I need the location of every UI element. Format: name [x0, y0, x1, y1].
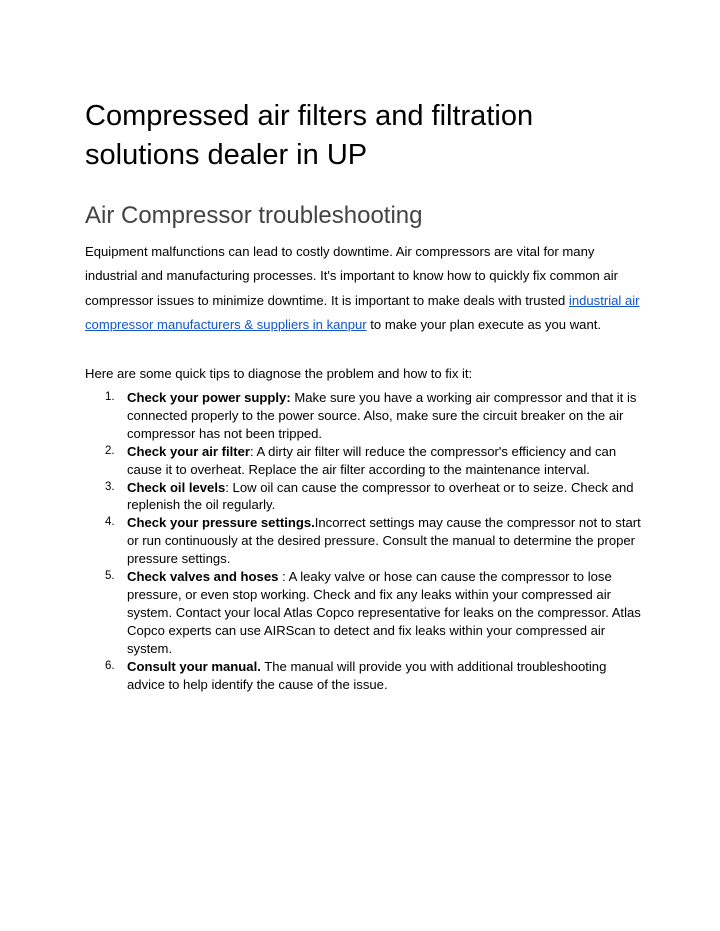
tip-heading: Check oil levels: [127, 479, 226, 495]
tip-text: Incorrect settings may cause the compressor not to start or run continuously at the desired pressure. Consult the manual to determine the proper pressure settings.: [127, 515, 641, 567]
list-number: 2.: [105, 444, 115, 457]
list-number: 1.: [105, 391, 115, 403]
page-title: Compressed air filters and filtration solutions dealer in UP: [85, 100, 534, 171]
list-item: [85, 658, 645, 694]
list-item: [85, 389, 645, 443]
manufacturers-link[interactable]: industrial air compressor manufacturers & suppliers in kanpur: [85, 292, 640, 333]
tip-heading: Consult your manual.: [127, 658, 261, 674]
tip-heading: Check valves and hoses: [127, 569, 279, 585]
list-number: 6.: [105, 659, 115, 672]
list-number: 3.: [105, 480, 115, 493]
tip-heading: Check your pressure settings.: [127, 515, 315, 531]
tip-text: Make sure you have a working air compressor and that it is connected properly to the power source. Also, make sure the circuit breaker on the air compressor has not been tripped.: [127, 390, 637, 441]
list-item: [85, 514, 645, 568]
list-item: [85, 443, 645, 479]
list-number: 5.: [105, 570, 115, 583]
tip-heading: Check your power supply:: [127, 390, 291, 405]
list-item: [85, 479, 645, 515]
tip-text: : A dirty air filter will reduce the compressor's efficiency and can cause it to overheat. Replace the air filter according to the maintenance interval.: [127, 443, 617, 477]
tip-text: : Low oil can cause the compressor to overheat or to seize. Check and replenish the oil regularly.: [127, 479, 634, 513]
section-heading: Air Compressor troubleshooting: [85, 202, 423, 229]
list-number: 4.: [105, 516, 115, 529]
tip-text: : A leaky valve or hose can cause the compressor to lose pressure, or even stop working. Check and fix any leaks within your compressed air system. Contact your local Atlas Copco representative for leaks on the compressor. Atlas Copco experts can use AIRScan to detect and fix leaks within your compressed air system.: [127, 569, 641, 656]
intro-text-before-link: Equipment malfunctions can lead to costly downtime. Air compressors are vital for many industrial and manufacturing processes. It's important to know how to quickly fix common air compressor issues to minimize downtime. It is important to make deals with trusted: [85, 244, 619, 308]
intro-paragraph: [85, 240, 645, 338]
tips-lead-in: Here are some quick tips to diagnose the problem and how to fix it:: [85, 366, 473, 381]
tip-heading: Check your air filter: [127, 443, 250, 459]
list-item: [85, 568, 645, 658]
intro-text-after-link: to make your plan execute as you want.: [366, 317, 602, 333]
tip-text: The manual will provide you with additional troubleshooting advice to help identify the cause of the issue.: [127, 658, 607, 692]
tips-list: [85, 389, 645, 693]
